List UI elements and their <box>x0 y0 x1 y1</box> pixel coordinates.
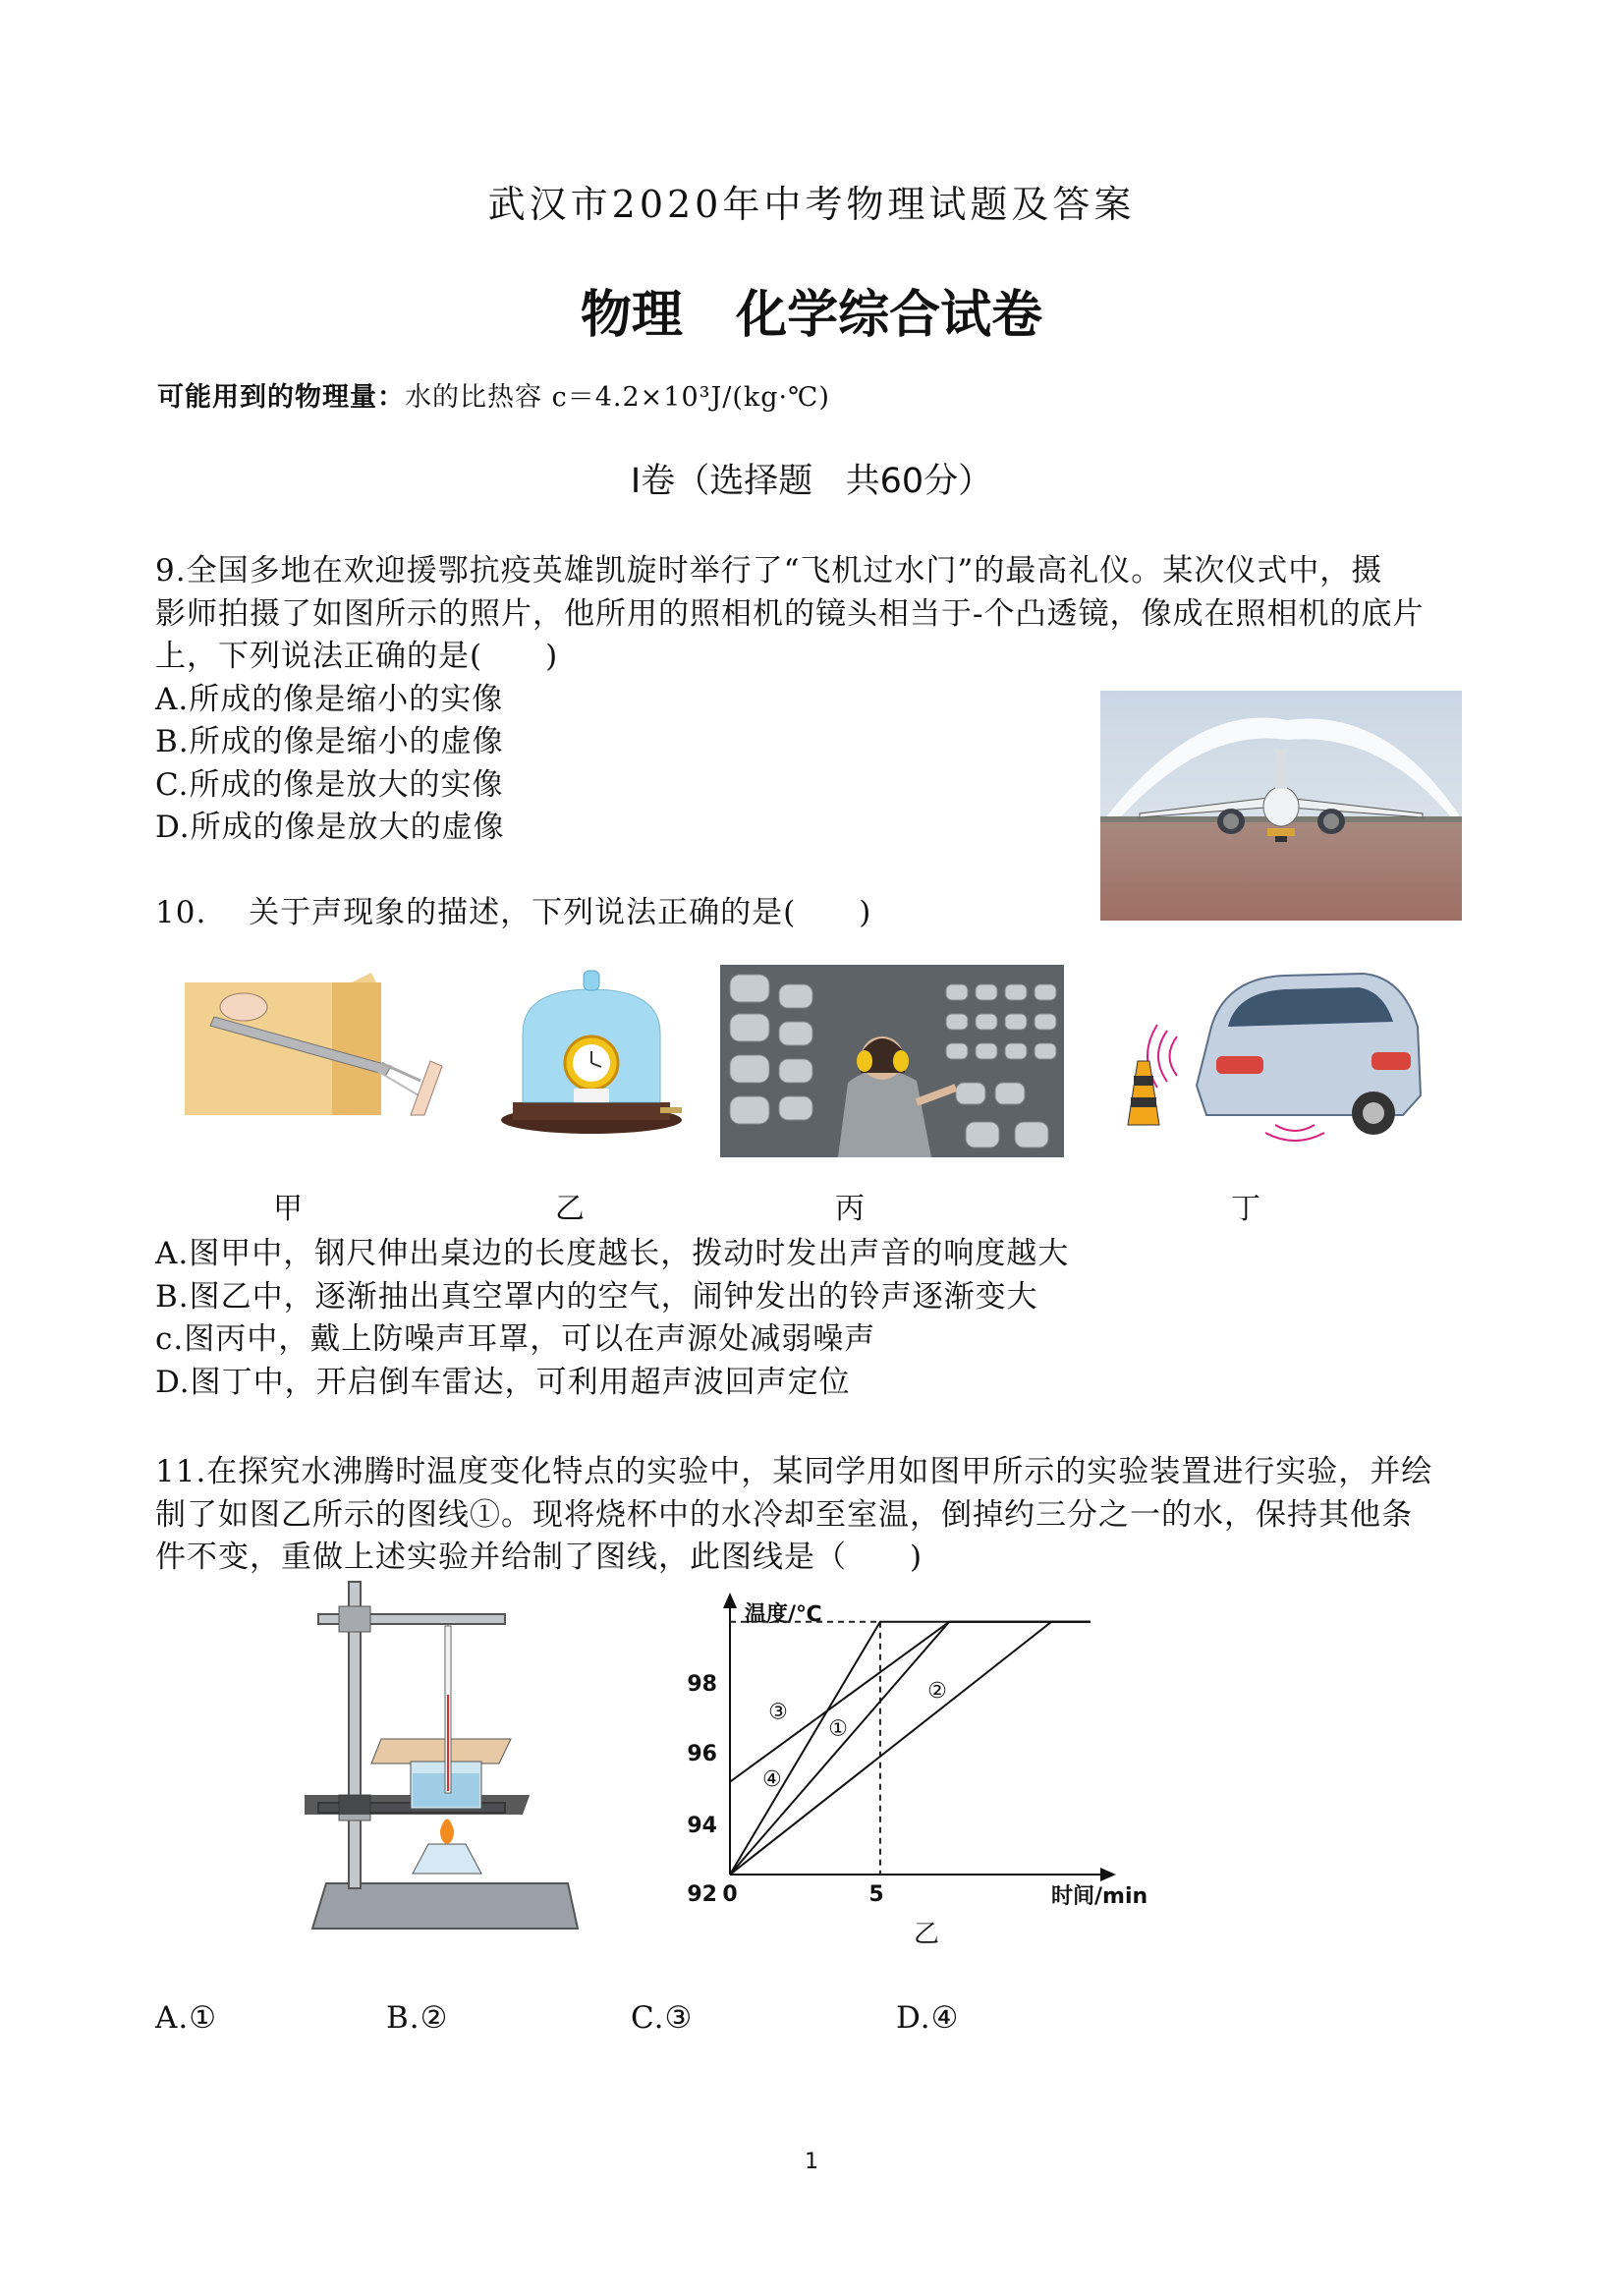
car-reversing-radar-figure <box>1118 968 1425 1145</box>
q11-option-d: D.④ <box>896 2000 960 2036</box>
q10-caption-ding: 丁 <box>1231 1192 1260 1226</box>
ruler-vibrating-figure <box>185 973 450 1120</box>
y-tick-92: 92 <box>687 1882 717 1907</box>
page-number: 1 <box>805 2150 818 2174</box>
y-tick-98: 98 <box>687 1672 717 1697</box>
x-tick-5: 5 <box>868 1882 884 1907</box>
q10-option-c: c.图丙中，戴上防噪声耳罩，可以在声源处减弱噪声 <box>155 1321 876 1357</box>
series-line-4 <box>730 1622 1091 1875</box>
series-label-4: ④ <box>761 1766 782 1792</box>
q10-caption-yi: 乙 <box>555 1192 585 1226</box>
series-line-1 <box>730 1622 1091 1875</box>
x-axis-label: 时间/min <box>1051 1884 1148 1909</box>
doc-subtitle: 物理 化学综合试卷 <box>580 286 1043 345</box>
y-axis-arrow <box>723 1593 737 1608</box>
q11-option-c: C.③ <box>631 2000 694 2036</box>
q10-caption-jia: 甲 <box>273 1192 303 1226</box>
constants-text: 水的比热容 c＝4.2×10³J/(kg·℃) <box>405 382 830 413</box>
q10-option-d: D.图丁中，开启倒车雷达，可利用超声波回声定位 <box>155 1365 851 1400</box>
x-tick-0: 0 <box>722 1882 738 1907</box>
factory-worker-earmuff-photo <box>720 965 1064 1157</box>
y-axis-label: 温度/℃ <box>745 1602 822 1627</box>
doc-title: 武汉市2020年中考物理试题及答案 <box>487 183 1136 226</box>
q10-stem: 10. 关于声现象的描述，下列说法正确的是( ) <box>155 895 872 930</box>
boiling-apparatus-figure <box>305 1577 585 1940</box>
q10-option-a: A.图甲中，钢尺伸出桌边的长度越长，拨动时发出声音的响度越大 <box>155 1236 1070 1271</box>
section-title: Ⅰ卷（选择题 共60分） <box>630 462 993 501</box>
q9-option-d: D.所成的像是放大的虚像 <box>155 810 505 845</box>
series-line-2 <box>730 1622 1091 1875</box>
q10-option-b: B.图乙中，逐渐抽出真空罩内的空气，闹钟发出的铃声逐渐变大 <box>155 1279 1038 1315</box>
q11-option-b: B.② <box>386 2000 449 2036</box>
q9-line-2: 影师拍摄了如图所示的照片，他所用的照相机的镜头相当于-个凸透镜，像成在照相机的底片 <box>155 596 1425 632</box>
q11-line-2: 制了如图乙所示的图线①。现将烧杯中的水冷却至室温，倒掉约三分之一的水，保持其他条 <box>155 1497 1413 1533</box>
series-label-2: ① <box>828 1716 848 1742</box>
bell-jar-clock-figure <box>493 965 690 1137</box>
q11-line-1: 11.在探究水沸腾时温度变化特点的实验中，某同学用如图甲所示的实验装置进行实验，并绘 <box>155 1454 1433 1489</box>
x-axis-arrow <box>1100 1868 1116 1881</box>
q9-option-b: B.所成的像是缩小的虚像 <box>155 724 504 759</box>
series-label-3: ② <box>927 1678 947 1704</box>
constants-label: 可能用到的物理量： <box>157 382 405 413</box>
y-tick-96: 96 <box>687 1742 717 1766</box>
graph-caption: 乙 <box>913 1920 940 1949</box>
q9-option-a: A.所成的像是缩小的实像 <box>155 682 504 717</box>
q9-line-3: 上，下列说法正确的是( ) <box>155 639 559 674</box>
q9-option-c: C.所成的像是放大的实像 <box>155 767 504 803</box>
q10-caption-bing: 丙 <box>835 1192 865 1226</box>
q11-line-3: 件不变，重做上述实验并给制了图线，此图线是（ ) <box>155 1540 923 1575</box>
q11-option-a: A.① <box>155 2000 218 2036</box>
y-tick-94: 94 <box>687 1814 717 1838</box>
airplane-water-gate-photo <box>1100 691 1462 921</box>
q9-line-1: 9.全国多地在欢迎援鄂抗疫英雄凯旋时举行了“飞机过水门”的最高礼仪。某次仪式中，摄 <box>155 553 1383 588</box>
constants-line <box>157 375 830 414</box>
temperature-time-graph <box>678 1587 1169 1960</box>
series-label-1: ③ <box>768 1700 788 1725</box>
